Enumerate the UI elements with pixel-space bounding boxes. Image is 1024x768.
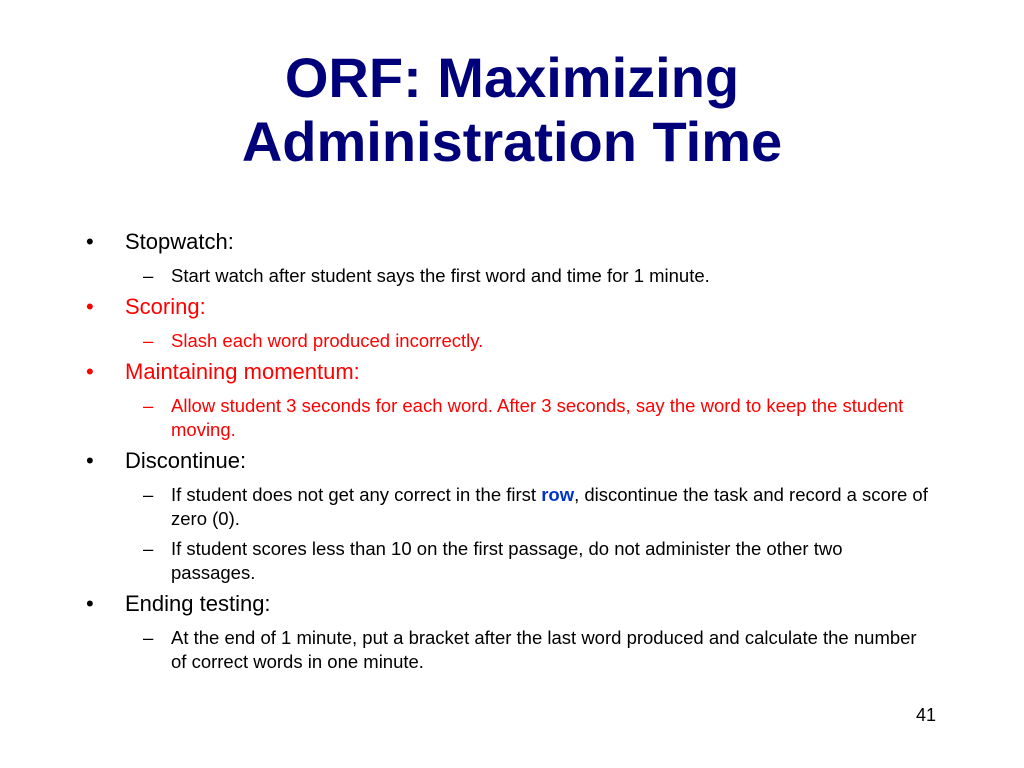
bullet-momentum — [86, 359, 946, 385]
section-stopwatch — [86, 229, 946, 288]
bullet-marker: • — [86, 448, 94, 473]
bullet-marker: • — [86, 229, 94, 254]
sub-bullet-text: If student scores less than 10 on the first passage, do not administer the other two passages. — [171, 538, 843, 583]
bullet-heading: Discontinue: — [125, 448, 247, 473]
bullet-stopwatch — [86, 229, 946, 255]
sub-marker: – — [143, 538, 154, 559]
sub-bullet — [143, 329, 931, 353]
section-discontinue — [86, 448, 946, 585]
sub-bullet — [143, 483, 931, 531]
title-line-1: ORF: Maximizing — [284, 46, 740, 109]
section-scoring — [86, 294, 946, 353]
slide-title — [0, 46, 1024, 174]
sub-bullet-text: Allow student 3 seconds for each word. After 3 seconds, say the word to keep the student moving. — [171, 395, 904, 440]
bullet-heading: Stopwatch: — [125, 229, 234, 254]
sub-bullet-text-before: If student does not get any correct in the first — [171, 484, 542, 505]
sub-bullet — [143, 264, 931, 288]
bullet-heading: Maintaining momentum: — [125, 359, 360, 384]
sub-bullet — [143, 537, 931, 585]
section-ending — [86, 591, 946, 674]
title-line-2: Administration Time — [241, 110, 783, 173]
sub-marker: – — [143, 265, 154, 286]
sub-bullet — [143, 626, 931, 674]
sub-bullet-text: Slash each word produced incorrectly. — [171, 330, 484, 351]
bullet-heading: Ending testing: — [125, 591, 271, 616]
sub-bullet-text: At the end of 1 minute, put a bracket after the last word produced and calculate the number of correct words in one minute. — [171, 627, 917, 672]
sub-marker: – — [143, 395, 154, 416]
sub-bullet-text: Start watch after student says the first word and time for 1 minute. — [171, 265, 710, 286]
bullet-list — [86, 229, 946, 680]
bullet-ending — [86, 591, 946, 617]
bullet-heading: Scoring: — [125, 294, 206, 319]
page-number: 41 — [915, 705, 936, 725]
sub-bullet-text-after: , discontinue the task and record a score of zero (0). — [171, 484, 928, 529]
bullet-scoring — [86, 294, 946, 320]
bullet-marker: • — [86, 591, 94, 616]
bullet-discontinue — [86, 448, 946, 474]
section-momentum — [86, 359, 946, 442]
emphasis-word: row — [541, 484, 575, 505]
bullet-marker: • — [86, 294, 94, 319]
bullet-marker: • — [86, 359, 94, 384]
sub-marker: – — [143, 627, 154, 648]
sub-bullet — [143, 394, 931, 442]
sub-marker: – — [143, 330, 154, 351]
sub-marker: – — [143, 484, 154, 505]
